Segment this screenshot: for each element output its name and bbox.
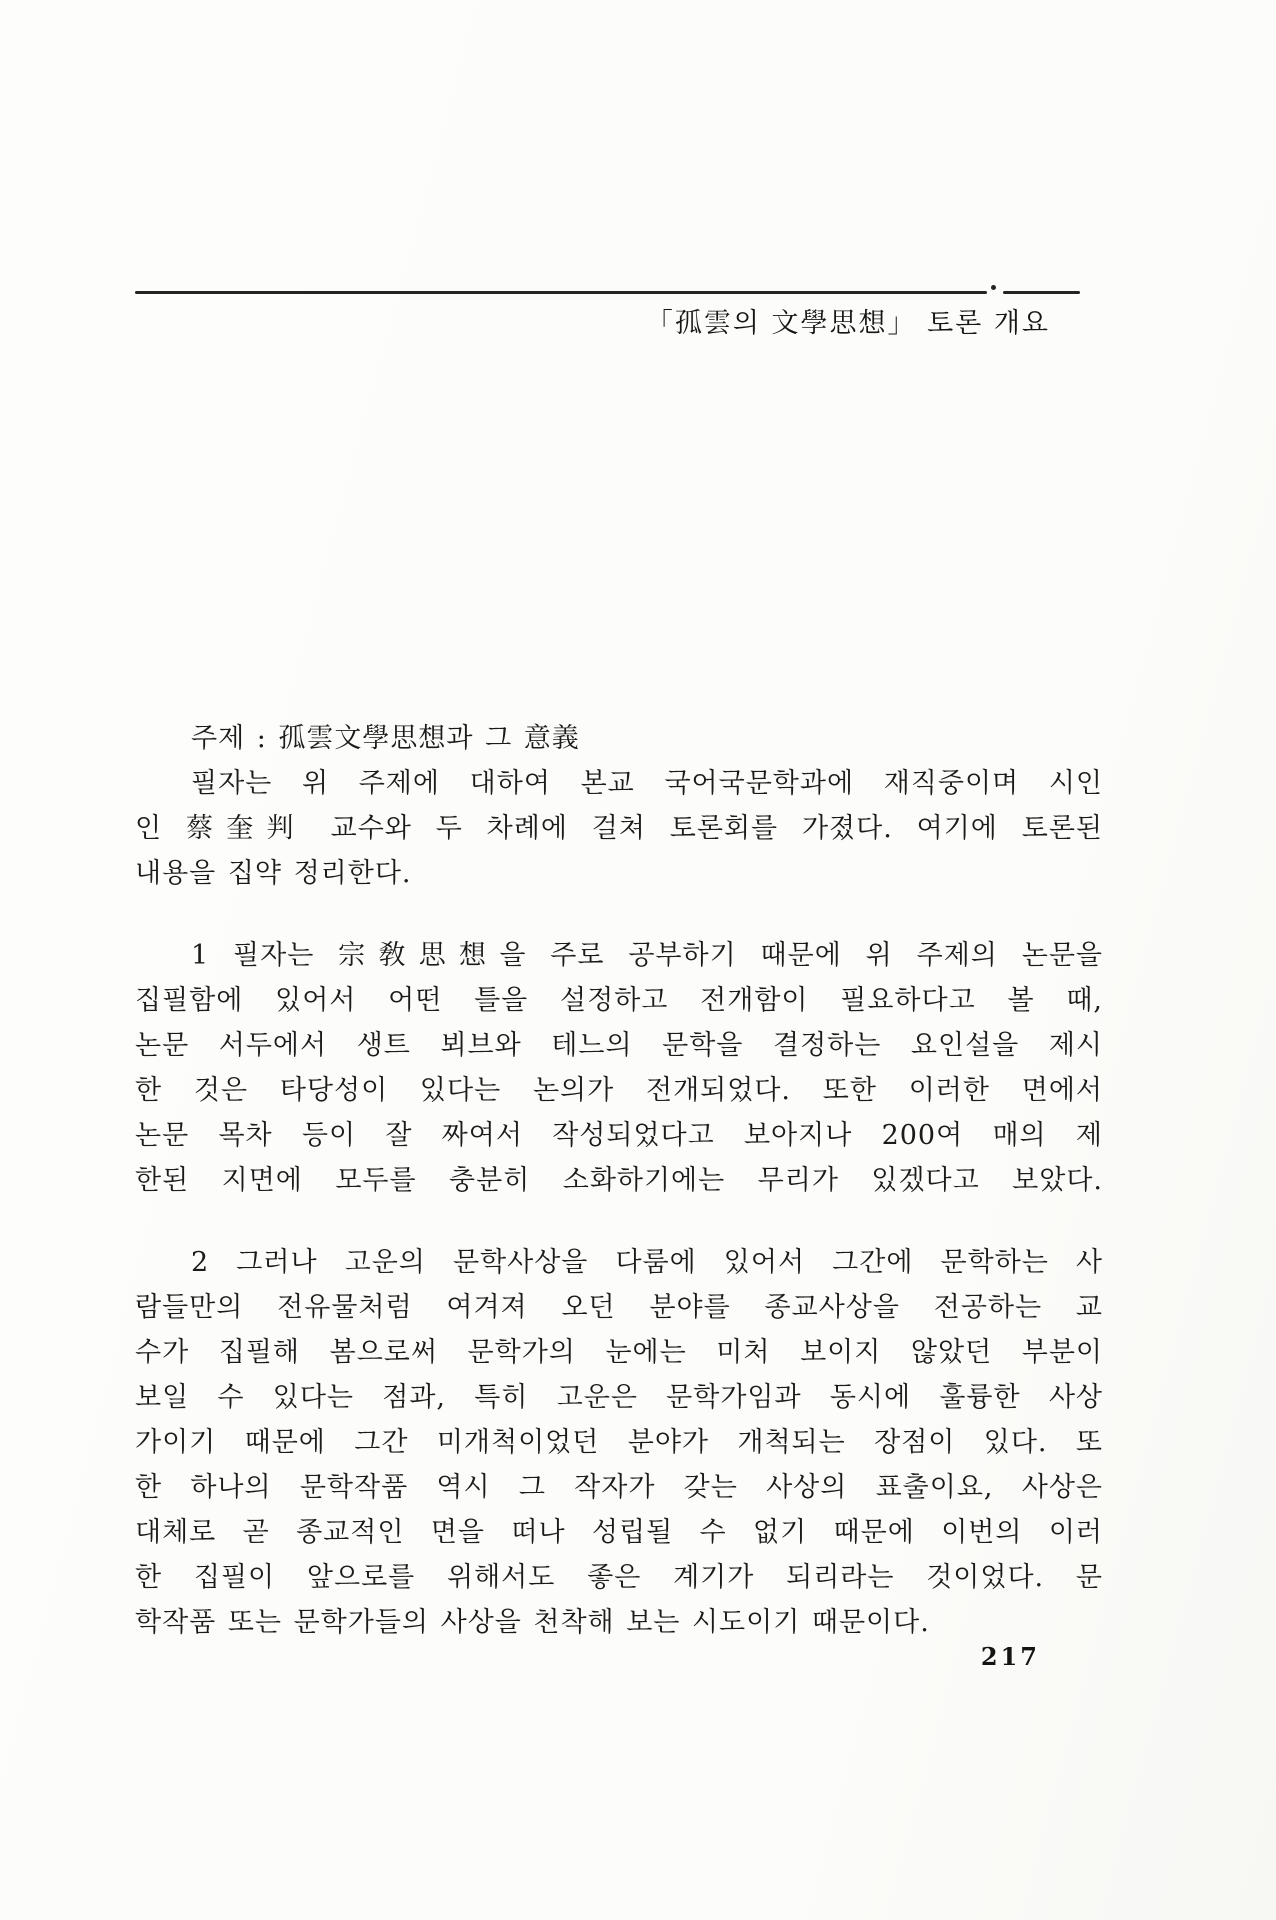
section2-line: 한 집필이 앞으로를 위해서도 좋은 계기가 되리라는 것이었다. 문 — [135, 1562, 1103, 1593]
intro-line: 인 蔡奎判 교수와 두 차례에 걸쳐 토론회를 가졌다. 여기에 토론된 — [135, 813, 1103, 844]
section1-line: 한 것은 타당성이 있다는 논의가 전개되었다. 또한 이러한 면에서 — [135, 1075, 1103, 1106]
section2-line: 보일 수 있다는 점과, 특히 고운은 문학가임과 동시에 훌륭한 사상 — [135, 1382, 1103, 1413]
section1-line: 논문 서두에서 생트 뵈브와 테느의 문학을 결정하는 요인설을 제시 — [135, 1030, 1103, 1061]
page-number: 217 — [980, 1642, 1040, 1671]
section1-line: 1 필자는 宗敎思想을 주로 공부하기 때문에 위 주제의 논문을 — [191, 940, 1103, 971]
running-title: 「孤雲의 文學思想」 토론 개요 — [645, 308, 1050, 339]
section1-line: 한된 지면에 모두를 충분히 소화하기에는 무리가 있겠다고 보았다. — [135, 1165, 1103, 1196]
header-rule-segment — [1003, 291, 1080, 294]
section2-line: 2 그러나 고운의 문학사상을 다룸에 있어서 그간에 문학하는 사 — [191, 1247, 1103, 1278]
intro-line: 필자는 위 주제에 대하여 본교 국어국문학과에 재직중이며 시인 — [191, 768, 1103, 799]
section1-line: 집필함에 있어서 어떤 틀을 설정하고 전개함이 필요하다고 볼 때, — [135, 985, 1103, 1016]
rule-dot-artifact — [991, 285, 996, 290]
section1-line: 논문 목차 등이 잘 짜여서 작성되었다고 보아지나 200여 매의 제 — [135, 1120, 1103, 1151]
section2-line: 람들만의 전유물처럼 여겨져 오던 분야를 종교사상을 전공하는 교 — [135, 1292, 1103, 1323]
intro-line: 내용을 집약 정리한다. — [135, 858, 412, 889]
section2-line: 대체로 곧 종교적인 면을 떠나 성립될 수 없기 때문에 이번의 이러 — [135, 1517, 1103, 1548]
section2-line: 수가 집필해 봄으로써 문학가의 눈에는 미처 보이지 않았던 부분이 — [135, 1337, 1103, 1368]
body-text — [135, 716, 1103, 1645]
section2-line: 가이기 때문에 그간 미개척이었던 분야가 개척되는 장점이 있다. 또 — [135, 1427, 1103, 1458]
header-rule — [135, 289, 1080, 295]
section2-line: 한 하나의 문학작품 역시 그 작자가 갖는 사상의 표출이요, 사상은 — [135, 1472, 1103, 1503]
section2-line: 학작품 또는 문학가들의 사상을 천착해 보는 시도이기 때문이다. — [135, 1607, 930, 1638]
header-rule-segment — [135, 291, 987, 294]
subject-line: 주제 : 孤雲文學思想과 그 意義 — [191, 723, 580, 754]
